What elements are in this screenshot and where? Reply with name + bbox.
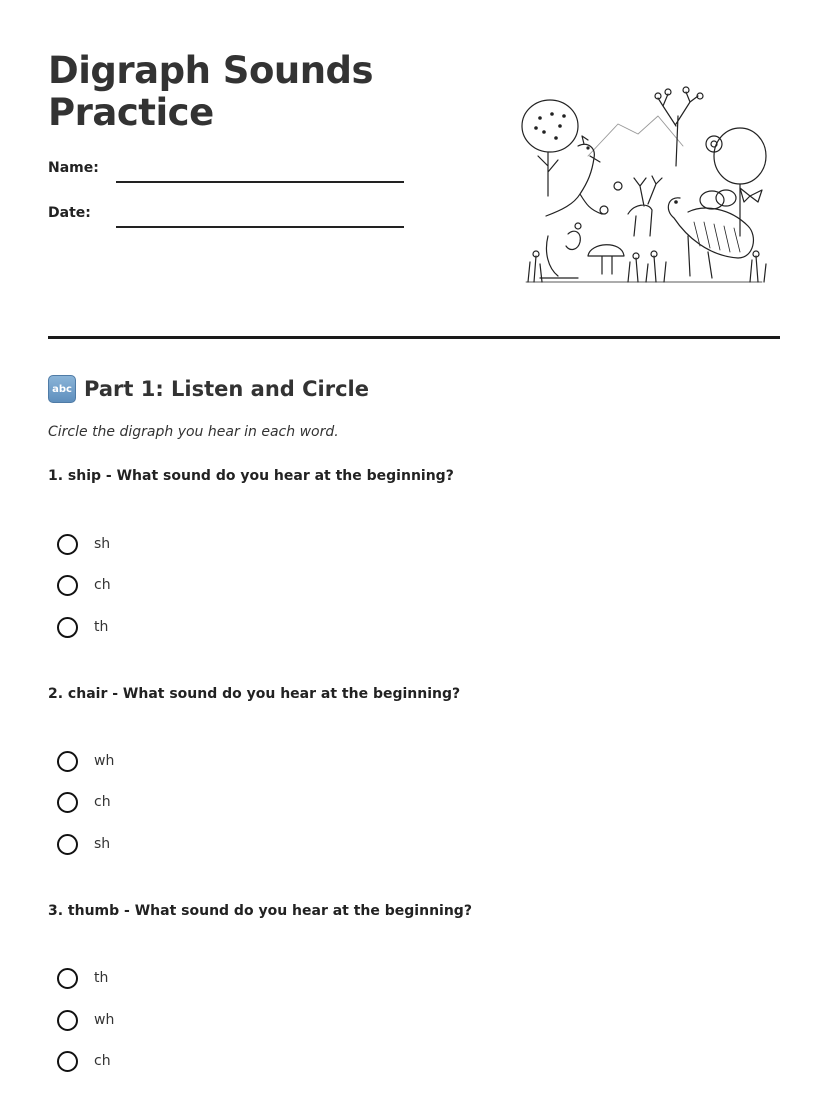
radio-circle-icon[interactable] xyxy=(57,1010,78,1031)
option-label: wh xyxy=(94,1012,115,1028)
option-label: sh xyxy=(94,536,111,552)
question-1-option-3[interactable] xyxy=(57,615,108,639)
name-field[interactable] xyxy=(116,181,404,183)
option-label: th xyxy=(94,619,109,635)
radio-circle-icon[interactable] xyxy=(57,617,78,638)
date-label: Date: xyxy=(48,205,91,221)
option-label: ch xyxy=(94,1053,111,1069)
abc-input-icon: abc xyxy=(48,375,76,403)
radio-circle-icon[interactable] xyxy=(57,968,78,989)
question-2-option-1[interactable] xyxy=(57,749,114,773)
part1-header xyxy=(48,374,369,404)
option-label: sh xyxy=(94,836,111,852)
name-label: Name: xyxy=(48,160,99,176)
question-1-option-2[interactable] xyxy=(57,573,111,597)
question-3-option-2[interactable] xyxy=(57,1008,114,1032)
radio-circle-icon[interactable] xyxy=(57,751,78,772)
radio-circle-icon[interactable] xyxy=(57,792,78,813)
question-3-option-1[interactable] xyxy=(57,966,108,990)
radio-circle-icon[interactable] xyxy=(57,1051,78,1072)
radio-circle-icon[interactable] xyxy=(57,534,78,555)
radio-circle-icon[interactable] xyxy=(57,575,78,596)
header-divider xyxy=(48,336,780,339)
question-2-option-2[interactable] xyxy=(57,790,111,814)
question-2-option-3[interactable] xyxy=(57,832,110,856)
question-3-prompt: 3. thumb - What sound do you hear at the beginning? xyxy=(48,903,472,919)
option-label: ch xyxy=(94,794,111,810)
question-1-option-1[interactable] xyxy=(57,532,110,556)
animals-illustration xyxy=(518,86,770,288)
date-field[interactable] xyxy=(116,226,404,228)
part1-title: Part 1: Listen and Circle xyxy=(84,377,369,401)
page-title: Digraph Sounds Practice xyxy=(48,49,374,134)
part1-instructions: Circle the digraph you hear in each word. xyxy=(48,424,339,440)
question-1-prompt: 1. ship - What sound do you hear at the beginning? xyxy=(48,468,454,484)
option-label: th xyxy=(94,970,109,986)
radio-circle-icon[interactable] xyxy=(57,834,78,855)
question-2-prompt: 2. chair - What sound do you hear at the beginning? xyxy=(48,686,461,702)
question-3-option-3[interactable] xyxy=(57,1049,111,1073)
option-label: ch xyxy=(94,577,111,593)
option-label: wh xyxy=(94,753,115,769)
